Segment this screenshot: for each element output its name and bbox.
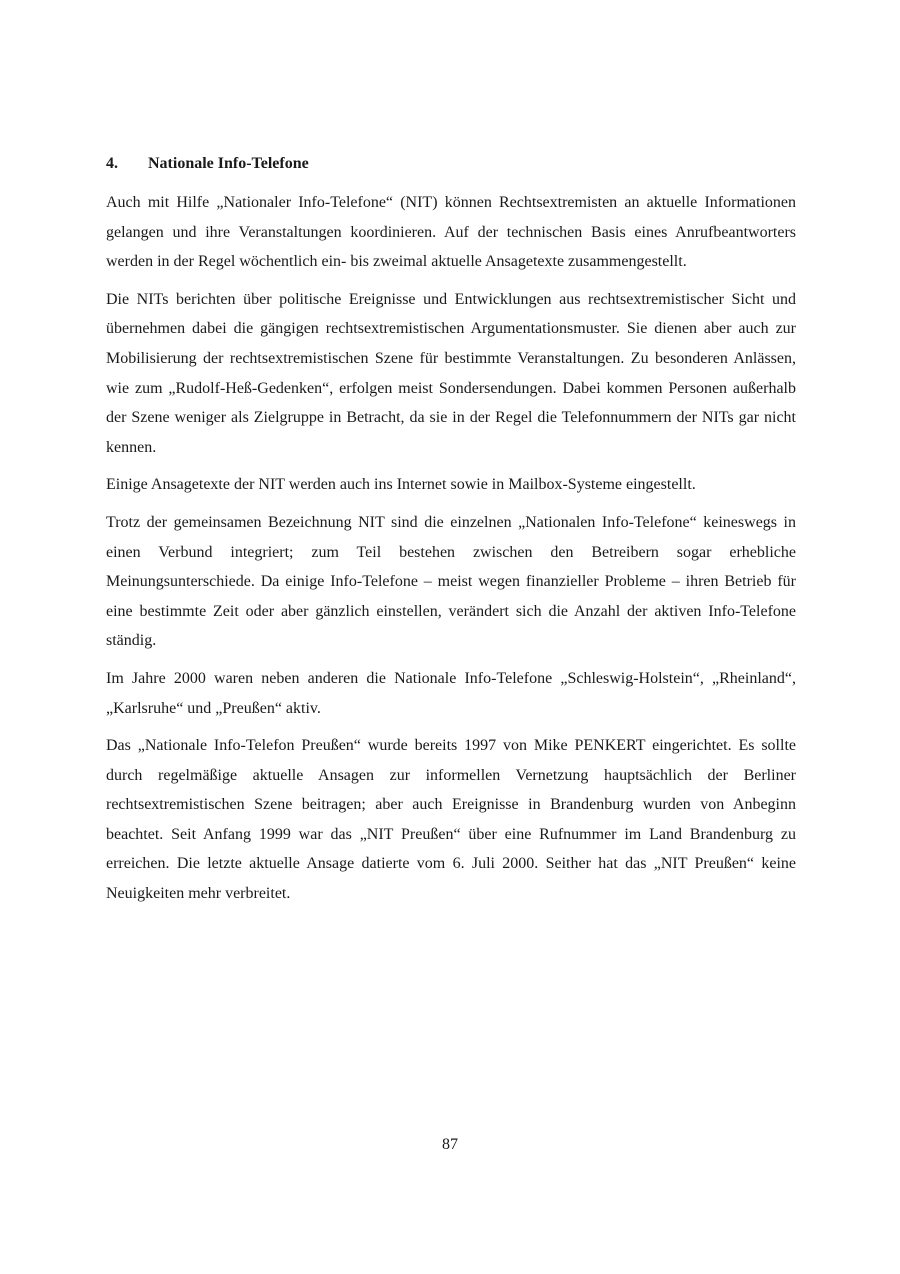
paragraph-intro: Auch mit Hilfe „Nationaler Info-Telefone“ (NIT) können Rechtsextremisten an aktuelle Informationen gelangen und ihre Veranstaltungen koordinieren. Auf der technischen Basis eines Anrufbeantworters werden in der Regel wöchentlich ein- bis zweimal aktuelle Ansagetexte zusammengestellt. (106, 194, 796, 271)
paragraph-nit-reporting: Die NITs berichten über politische Ereignisse und Entwicklungen aus rechtsextremistischer Sicht und übernehmen dabei die gängigen rechtsextremistischen Argumentationsmuster. Sie dienen aber auch zur Mobilisierung der rechtsextremistischen Szene für bestimmte Veranstaltungen. Zu besonderen Anlässen, wie zum „Rudolf-Heß-Gedenken“, erfolgen meist Sondersendungen. Dabei kommen Personen außerhalb der Szene weniger als Zielgruppe in Betracht, da sie in der Regel die Telefonnummern der NITs gar nicht kennen. (106, 290, 796, 456)
section-title: Nationale Info-Telefone (148, 155, 309, 172)
body-text (106, 188, 796, 917)
paragraph-active-2000: Im Jahre 2000 waren neben anderen die Nationale Info-Telefone „Schleswig-Holstein“, „Rheinland“, „Karlsruhe“ und „Preußen“ aktiv. (106, 669, 796, 717)
section-number: 4. (106, 155, 118, 172)
paragraph-nit-preussen: Das „Nationale Info-Telefon Preußen“ wurde bereits 1997 von Mike PENKERT eingerichtet. Es sollte durch regelmäßige aktuelle Ansagen zur informellen Vernetzung hauptsächlich der Berliner rechtsextremistischen Szene beitragen; aber auch Ereignisse in Brandenburg wurden von Anbeginn beachtet. Seit Anfang 1999 war das „NIT Preußen“ über eine Rufnummer im Land Brandenburg zu erreichen. Die letzte aktuelle Ansage datierte vom 6. Juli 2000. Seither hat das „NIT Preußen“ keine Neuigkeiten mehr verbreitet. (106, 737, 796, 903)
paragraph-internet: Einige Ansagetexte der NIT werden auch ins Internet sowie in Mailbox-Systeme eingestellt. (106, 476, 696, 494)
paragraph-no-network: Trotz der gemeinsamen Bezeichnung NIT sind die einzelnen „Nationalen Info-Telefone“ keineswegs in einen Verbund integriert; zum Teil bestehen zwischen den Betreibern sogar erhebliche Meinungsunterschiede. Da einige Info-Telefone – meist wegen finanzieller Probleme – ihren Betrieb für eine bestimmte Zeit oder aber gänzlich einstellen, verändert sich die Anzahl der aktiven Info-Telefone ständig. (106, 513, 796, 650)
section-heading (106, 155, 309, 173)
page-number: 87 (442, 1136, 458, 1153)
